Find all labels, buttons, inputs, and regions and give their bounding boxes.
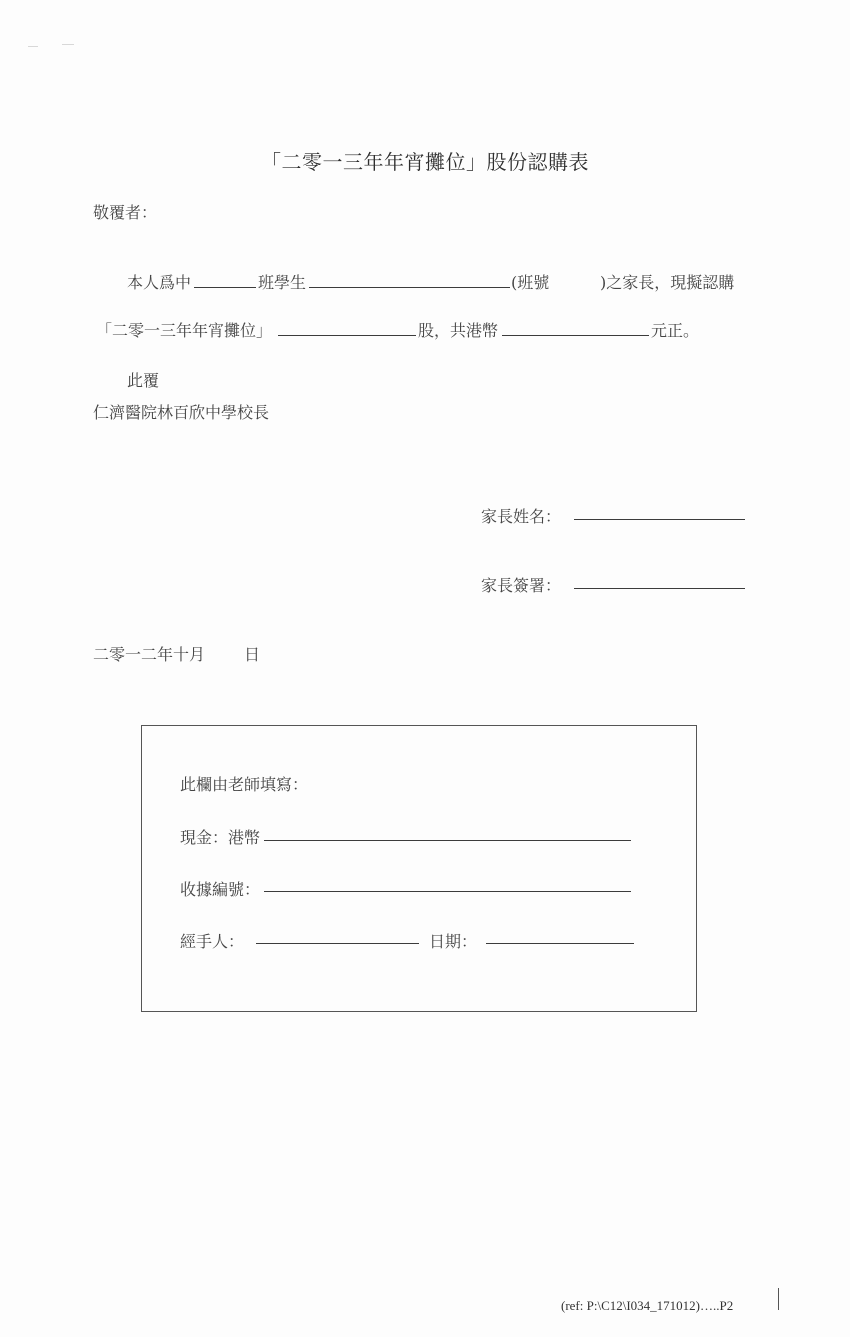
class-no-label: (班號	[511, 273, 550, 292]
salutation: 敬覆者：	[93, 203, 158, 222]
teacher-date-field[interactable]	[486, 943, 634, 944]
closing: 此覆	[127, 371, 160, 390]
parent-signature-field[interactable]	[574, 588, 745, 589]
line1-prefix: 本人爲中	[127, 273, 192, 292]
line2-suffix: 元正。	[651, 321, 700, 340]
scan-speck	[28, 46, 38, 47]
shares-blank[interactable]	[278, 335, 416, 336]
line2-prefix: 「二零一三年年宵攤位」	[96, 321, 273, 340]
page-title: 「二零一三年年宵攤位」股份認購表	[261, 150, 589, 174]
parent-name-field[interactable]	[574, 519, 745, 520]
teacher-date-label: 日期：	[429, 932, 478, 951]
scan-speck	[62, 44, 74, 45]
teacher-only-box	[141, 725, 697, 1012]
day-label: 日	[244, 645, 261, 664]
class-blank[interactable]	[194, 287, 256, 288]
receipt-label: 收據編號：	[180, 880, 261, 899]
parent-name-label: 家長姓名：	[481, 507, 562, 526]
margin-mark	[778, 1288, 779, 1310]
parent-suffix: )之家長，現擬認購	[600, 273, 735, 292]
handler-label: 經手人：	[180, 932, 245, 951]
cash-label: 現金：港幣	[180, 828, 261, 847]
amount-blank[interactable]	[502, 335, 649, 336]
student-name-blank[interactable]	[309, 287, 510, 288]
cash-field[interactable]	[264, 840, 631, 841]
footer-reference: (ref: P:\C12\I034_171012)…..P2	[561, 1298, 734, 1313]
handler-field[interactable]	[256, 943, 419, 944]
shares-label: 股，共港幣	[418, 321, 499, 340]
date-prefix: 二零一二年十月	[93, 645, 206, 664]
teacher-box-heading: 此欄由老師填寫：	[180, 775, 309, 794]
class-label: 班學生	[258, 273, 307, 292]
recipient: 仁濟醫院林百欣中學校長	[93, 403, 270, 422]
receipt-field[interactable]	[264, 891, 631, 892]
parent-signature-label: 家長簽署：	[481, 576, 562, 595]
